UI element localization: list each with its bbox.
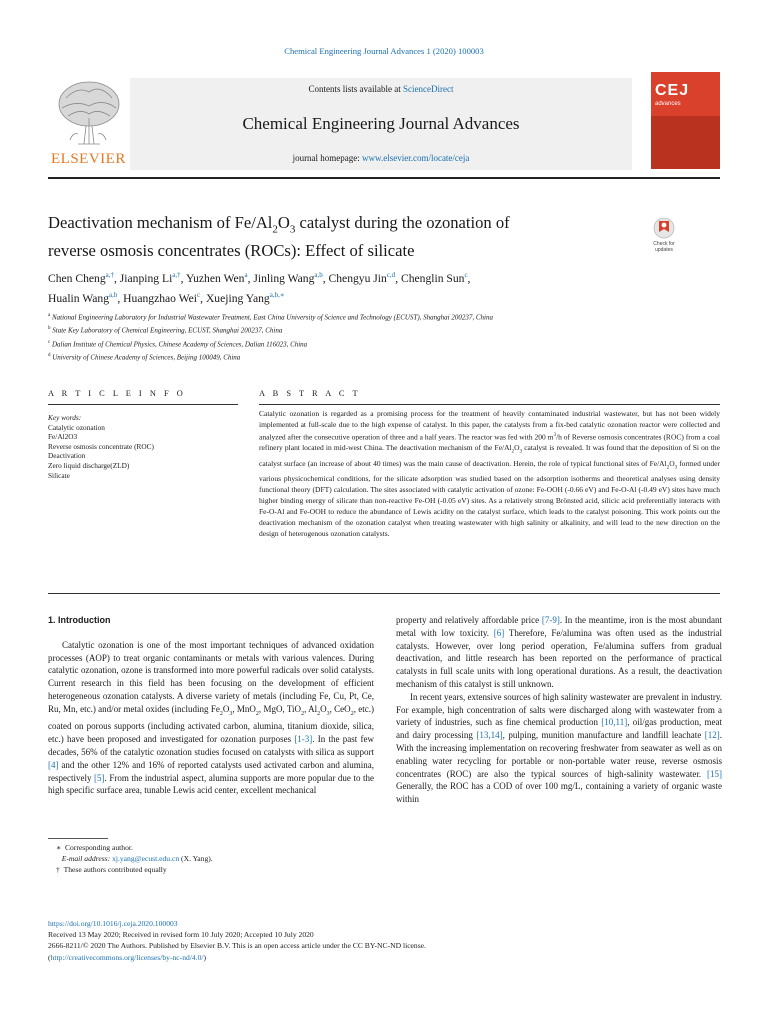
author-separator: , <box>200 291 206 305</box>
cover-title: CEJ <box>655 82 690 99</box>
affiliation-item <box>48 323 720 336</box>
title-part: Deactivation mechanism of Fe/Al <box>48 213 273 232</box>
citation-link[interactable]: [4] <box>48 759 59 770</box>
author-separator: , <box>322 271 329 285</box>
title-subscript: 2 <box>272 223 278 236</box>
keywords-title: Key words: <box>48 413 82 422</box>
author-name[interactable]: Chengyu Jin <box>328 271 387 285</box>
elsevier-tree-icon <box>48 78 130 150</box>
citation-link[interactable]: [12] <box>704 730 720 741</box>
author-affiliation-marker[interactable]: a,† <box>105 271 114 279</box>
affiliation-item <box>48 310 720 323</box>
cover-band <box>651 116 720 169</box>
crossmark-label <box>646 241 682 253</box>
author-name[interactable]: Yuzhen Wen <box>186 271 245 285</box>
check-for-updates-icon <box>646 217 682 241</box>
citation-link[interactable]: [7-9] <box>541 615 560 625</box>
sciencedirect-link[interactable]: ScienceDirect <box>403 84 454 94</box>
journal-cover-thumbnail[interactable] <box>651 72 720 169</box>
article-info-heading: A R T I C L E I N F O <box>48 389 186 398</box>
title-line-2: reverse osmosis concentrates (ROCs): Effect of silicate <box>48 241 415 261</box>
author-separator: , <box>180 271 187 285</box>
author-list <box>48 267 720 307</box>
journal-homepage-link[interactable]: www.elsevier.com/locate/ceja <box>362 153 470 163</box>
author-affiliation-marker[interactable]: c <box>464 271 468 279</box>
body-paragraph: Catalytic ozonation is one of the most important techniques of advanced oxidation processes (AOP) to treat organic contaminants or metals with various valences. During catalytic ozonation, ozone is transformed into more powerful radicals over solid catalysts. Current research in this field has been focusing on the development of efficient heterogeneous ozonation catalysts. A diverse variety of metals (including Fe, Cu, Pt, Ce, Ru, Mn, etc.) and/or metal oxides (including $Fe_2O_3$, MnO$_2$, MgO, TiO$_2$, $Al_2O_3$, CeO$_2$, etc.) coated on porous supports (including activated carbon, alumina, titanium dioxide, silica, etc.) have been proposed and investigated for ozonation purposes [1-3]. In the past few decades, 56% of the catalytic ozonation studies focused on catalysts with silica as support [4] and the other 12% and 16% of reported catalysts used activated carbon and alumina, respectively [5]. From the industrial aspect, alumina supports are more popular due to the high specific surface area, tunable Lewis acid center, excellent mechanical <box>48 639 374 796</box>
body-paragraph: In recent years, extensive sources of high salinity wastewater are prevalent in industry. For example, high concentration of salts were discharged along with wastewater from a variety of industries, such as fine chemical production [10,11], oil/gas production, meat and dairy processing [13,14], pulping, munition manufacture and landfill leachate [12]. With the increasing implementation on recovering freshwater from seawater as well as on enabling water recycling for portable or non-portable water reuse, reverse osmosis concentrates (ROC) are also the typical sources of high-salinity wastewater. [15] Generally, the ROC has a COD of over 100 mg/L, containing a variety of organic waste within <box>396 691 722 805</box>
affiliation-marker: a <box>48 313 51 318</box>
citation-link[interactable]: [1-3] <box>294 734 313 745</box>
author-affiliation-marker[interactable]: a <box>244 271 248 279</box>
author-name[interactable]: Huangzhao Wei <box>123 291 198 305</box>
keyword-item: Zero liquid discharge(ZLD) <box>48 460 130 470</box>
citation-link[interactable]: [13,14] <box>476 730 503 741</box>
email-link[interactable]: xj.yang@ecust.edu.cn <box>112 854 180 863</box>
elsevier-logo <box>48 78 130 170</box>
email-note: E-mail address: xj.yang@ecust.edu.cn (X. Yang). <box>61 854 213 863</box>
article-meta-footer <box>48 918 720 963</box>
author-affiliation-marker[interactable]: c <box>197 290 201 299</box>
abstract-text <box>259 409 720 539</box>
affiliation-text: University of Chinese Academy of Sciences, Beijing 100049, China <box>52 353 241 362</box>
license-link-line: (http://creativecommons.org/licenses/by-nc-nd/4.0/) <box>48 952 207 962</box>
abstract-subscript: 2 <box>666 465 670 471</box>
affiliation-marker: b <box>48 326 51 332</box>
introduction-heading: 1. Introduction <box>48 615 111 625</box>
author-affiliation-marker[interactable]: a,b,∗ <box>269 290 285 299</box>
author-affiliation-marker[interactable]: a,b <box>314 271 323 279</box>
crossmark-label-line2: updates <box>655 247 673 253</box>
author-separator: , <box>117 291 124 305</box>
received-dates: Received 13 May 2020; Received in revised form 10 July 2020; Accepted 10 July 2020 <box>48 930 314 940</box>
title-part: catalyst during the ozonation of <box>295 213 510 232</box>
article-title <box>48 212 608 261</box>
affiliation-text: State Key Laboratory of Chemical Engineering, ECUST, Shanghai 200237, China <box>52 326 283 335</box>
journal-reference[interactable]: Chemical Engineering Journal Advances 1 (2020) 100003 <box>284 46 484 56</box>
body-column-right <box>396 614 722 806</box>
author-separator: , <box>395 271 401 285</box>
author-name[interactable]: Hualin Wang <box>48 291 109 305</box>
equal-contribution-note: † These authors contributed equally <box>56 865 167 874</box>
abstract-heading: A B S T R A C T <box>259 389 361 398</box>
abstract-segment: formed under various physicochemical conditions, for the silicate adsorption was studied based on the adsorption isotherms and theoretical analyses using density functional theory (DFT) calculation. The sites associated with catalytic activation of ozone: Fe-OOH (-0.66 eV) and Fe-O-Al (-0.49 eV) sites have much higher binding energy of silicate than non-reactive Fe-OH (-0.05 eV) sites. As a relatively strong Brönsted acid, silicic acid preferentially interacts with Fe-O-Al and Fe-OOH to reduce the abundance of Lewis acidity on the catalyst surface, which leads to the catalyst poisoning. This work points out the deactivation mechanism of the ozonation catalyst when treating wastewater with high salinity or alkalinity, and will lead to the new direction on the design of heterogenous ozonation catalysts. <box>259 458 721 538</box>
keyword-item: Fe/Al2O3 <box>48 432 78 442</box>
abstract-segment: O <box>669 458 675 468</box>
abstract-segment: /h of Reverse osmosis concentrates (ROC) from a coal refinery plant located in mid-west China. The deactivation mechanism of the Fe/Al <box>259 432 720 453</box>
abstract-subscript: 3 <box>674 465 678 471</box>
author-affiliation-marker[interactable]: c,d <box>386 271 396 279</box>
citation-link[interactable]: [6] <box>493 627 505 638</box>
keyword-item: Silicate <box>48 470 70 480</box>
citation-link[interactable]: [5] <box>94 772 105 783</box>
abstract-segment: catalyst is revealed. It was found that the deposition of Si on the catalyst surface (an increase of about 40 times) was the main cause of deactivation. Herein, the role of typical functional sites of Fe/Al <box>259 443 721 468</box>
author-name[interactable]: Jinling Wang <box>253 271 315 285</box>
masthead <box>48 78 720 174</box>
corresponding-author-note: ∗ Corresponding author. <box>56 843 133 852</box>
abstract-rule-bottom <box>48 593 720 594</box>
abstract-rule-top <box>259 404 720 405</box>
article-info-rule <box>48 404 238 405</box>
title-subscript: 3 <box>289 223 296 236</box>
affiliation-item <box>48 337 720 350</box>
masthead-divider <box>48 177 720 179</box>
affiliation-text: Dalian Institute of Chemical Physics, Chinese Academy of Sciences, Dalian 116023, China <box>51 339 308 348</box>
keyword-item: Reverse osmosis concentrate (ROC) <box>48 441 154 451</box>
license-link[interactable]: http://creativecommons.org/licenses/by-nc-nd/4.0/ <box>50 952 204 962</box>
citation-link[interactable]: [15] <box>707 768 722 779</box>
doi-link[interactable]: https://doi.org/10.1016/j.ceja.2020.100003 <box>48 919 178 928</box>
keyword-item: Catalytic ozonation <box>48 422 105 432</box>
keywords-block <box>48 413 238 480</box>
author-separator: , <box>114 271 120 285</box>
author-separator: , <box>247 271 254 285</box>
author-name[interactable]: Chen Cheng <box>48 271 106 285</box>
abstract-superscript: 3 <box>553 432 556 438</box>
homepage-line <box>130 153 632 163</box>
footnote-divider <box>48 838 108 839</box>
license-statement: 2666-8211/© 2020 The Authors. Published by Elsevier B.V. This is an open access article under the CC BY-NC-ND license. <box>48 941 426 951</box>
abstract-segment: O <box>514 443 520 453</box>
author-affiliation-marker[interactable]: a,b <box>109 290 118 299</box>
author-name[interactable]: Xuejing Yang <box>205 291 270 305</box>
author-affiliation-marker[interactable]: a,† <box>172 271 181 279</box>
affiliation-item <box>48 350 720 363</box>
abstract-segment: Catalytic ozonation is regarded as a promising process for the treatment of heavily contaminated industrial wastewater, but has not been widely implemented at full-scale due to the high expense of catalyst. In this paper, the catalysts from a fix-bed catalytic ozonation reactor were collected and analyzed after the consecutive operation of three and a half years. The reactor was fed with 200 m <box>259 409 720 442</box>
contents-line <box>130 84 632 94</box>
contents-prefix: Contents lists available at <box>308 84 403 94</box>
crossmark-label-line1: Check for <box>653 241 675 247</box>
author-name[interactable]: Chenglin Sun <box>400 271 465 285</box>
affiliation-marker: c <box>48 339 51 345</box>
elsevier-wordmark: ELSEVIER <box>51 151 126 167</box>
abstract-subscript: 2 <box>511 449 515 455</box>
cover-subtitle: advances <box>655 101 681 107</box>
citation-link[interactable]: [10,11] <box>601 717 628 728</box>
masthead-banner <box>130 78 632 170</box>
affiliation-text: National Engineering Laboratory for Industrial Wastewater Treatment, East China University of Science and Technology (ECUST), Shanghai 200237, China <box>51 313 493 322</box>
journal-name: Chemical Engineering Journal Advances <box>242 114 520 133</box>
body-column-left <box>48 614 374 797</box>
affiliation-list <box>48 310 720 363</box>
homepage-prefix: journal homepage: <box>292 153 363 163</box>
keyword-item: Deactivation <box>48 451 86 461</box>
abstract-subscript: 3 <box>519 449 523 455</box>
keywords-list <box>48 423 238 481</box>
crossmark-badge[interactable] <box>646 217 682 257</box>
author-separator: , <box>467 271 471 285</box>
body-paragraph: property and relatively affordable price [7-9]. In the meantime, iron is the most abundant metal with low toxicity. [6] Therefore, Fe/alumina was often used as the industrial catalysts. However, over long period operation, Fe/alumina suffers from gradual deactivation, and little research has been reported on the performance of practical catalysts in full scale units with long operational durations. As a result, the deactivation mechanism of this catalyst is still unknown. <box>396 615 722 689</box>
affiliation-marker: d <box>48 352 51 358</box>
title-part: O <box>277 213 290 232</box>
author-name[interactable]: Jianping Li <box>119 271 173 285</box>
footnotes <box>56 842 456 875</box>
